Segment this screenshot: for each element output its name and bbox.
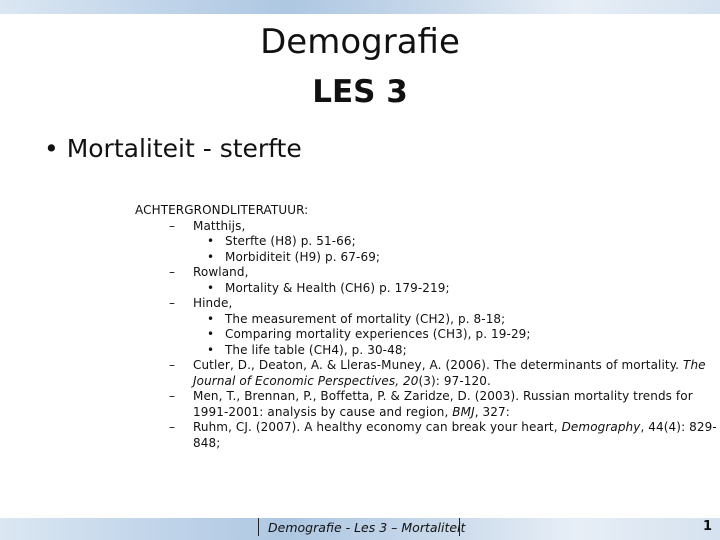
reference-chapter: The measurement of mortality (CH2), p. 8-18; [225,311,506,326]
reference-text: 1991-2001: analysis by cause and region, [193,404,453,419]
reference-chapter: The life table (CH4), p. 30-48; [225,342,407,357]
page-number: 1 [702,519,712,534]
bullet-marker: • [207,327,215,341]
reference-text: Men, T., Brennan, P., Boffetta, P. & Zaridze, D. (2003). Russian mortality trends for [193,389,693,403]
dash-marker: – [169,358,176,372]
literature-list [135,203,717,451]
sub-list-item [135,327,717,343]
reference-chapter: Mortality & Health (CH6) p. 179-219; [225,280,450,295]
list-item-continuation [135,374,717,390]
slide-subtitle: LES 3 [312,74,408,110]
sub-list-item [135,312,717,328]
reference-text: , 327: [474,404,510,419]
dash-marker: – [169,420,176,434]
reference-text: , 44(4): 829- [640,420,717,434]
slide-title: Demografie [260,22,460,62]
footer [0,518,720,536]
journal-name: Demography [561,420,641,434]
sub-list-item [135,343,717,359]
footer-text: Demografie - Les 3 – Mortaliteit [268,520,466,535]
reference-author: Matthijs, [193,218,246,233]
reference-chapter: Comparing mortality experiences (CH3), p. 19-29; [225,327,531,341]
literature-heading: ACHTERGRONDLITERATUUR: [135,203,309,217]
reference-text: Cutler, D., Deaton, A. & Lleras-Muney, A. (2006). The determinants of mortality. [193,358,684,372]
journal-name: BMJ [452,404,475,419]
top-decorative-band [0,0,720,14]
list-item-continuation [135,405,717,421]
list-item [135,389,717,405]
reference-text: Ruhm, CJ. (2007). A healthy economy can break your heart, [193,420,562,434]
dash-marker: – [169,296,176,310]
list-item-continuation [135,436,717,452]
dash-marker: – [169,265,176,279]
list-item [135,219,717,235]
reference-text: (3): 97-120. [418,373,491,388]
bullet-marker: • [207,342,215,357]
list-item [135,265,717,281]
list-item [135,296,717,312]
journal-name: The [683,358,706,372]
list-item [135,420,717,436]
reference-author: Hinde, [193,296,233,310]
reference-chapter: Morbiditeit (H9) p. 67-69; [225,249,381,264]
main-bullet: • Mortaliteit - sterfte [44,134,302,163]
sub-list-item [135,281,717,297]
reference-chapter: Sterfte (H8) p. 51-66; [225,234,356,248]
list-item [135,358,717,374]
sub-list-item [135,234,717,250]
reference-author: Rowland, [193,265,249,279]
dash-marker: – [169,389,176,403]
bullet-marker: • [207,249,215,264]
journal-name: Journal of Economic Perspectives, 20 [193,373,419,388]
bullet-marker: • [207,280,215,295]
reference-text: 848; [193,435,221,450]
bullet-marker: • [207,311,215,326]
dash-marker: – [169,218,176,233]
sub-list-item [135,250,717,266]
bullet-marker: • [207,234,215,248]
